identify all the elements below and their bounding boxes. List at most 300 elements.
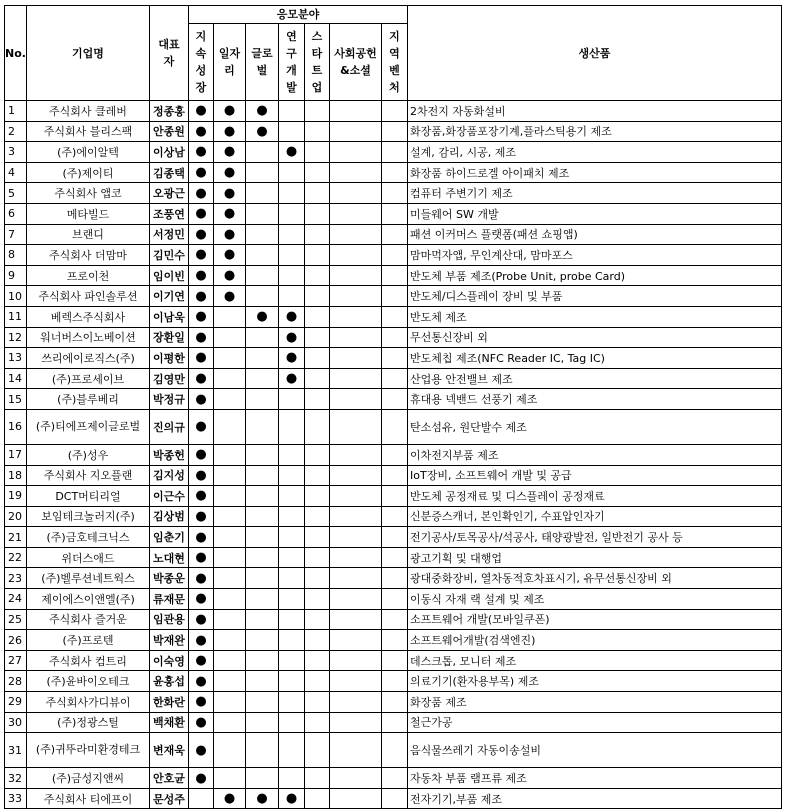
category-mark <box>246 368 279 389</box>
category-mark <box>305 692 330 713</box>
category-mark <box>382 444 408 465</box>
category-mark <box>330 630 382 651</box>
header-field: 응모분야 <box>189 6 408 24</box>
header-category: 지속성장 <box>189 24 214 101</box>
category-mark <box>382 788 408 809</box>
category-mark <box>305 409 330 444</box>
category-mark <box>382 650 408 671</box>
table-row <box>5 203 782 224</box>
category-mark <box>305 245 330 266</box>
category-mark <box>305 788 330 809</box>
table-row <box>5 265 782 286</box>
category-mark <box>330 183 382 204</box>
row-number: 22 <box>5 547 27 568</box>
category-mark <box>305 589 330 610</box>
representative: 정종홍 <box>150 101 189 122</box>
category-mark <box>246 506 279 527</box>
company-name: (주)티에프제이글로벌 <box>27 409 150 444</box>
category-mark <box>279 671 305 692</box>
category-mark: ● <box>189 630 214 651</box>
product: 이차전지부품 제조 <box>408 444 782 465</box>
category-mark <box>305 286 330 307</box>
category-mark: ● <box>189 506 214 527</box>
category-mark <box>330 286 382 307</box>
category-mark <box>330 368 382 389</box>
category-mark <box>214 630 246 651</box>
category-mark: ● <box>189 265 214 286</box>
category-mark <box>246 527 279 548</box>
category-mark <box>279 733 305 768</box>
company-name: 제이에스이앤엘(주) <box>27 589 150 610</box>
category-mark: ● <box>214 101 246 122</box>
row-number: 14 <box>5 368 27 389</box>
category-mark: ● <box>189 527 214 548</box>
category-mark: ● <box>214 142 246 163</box>
company-name: (주)제이티 <box>27 162 150 183</box>
category-mark <box>279 568 305 589</box>
category-mark <box>305 609 330 630</box>
row-number: 19 <box>5 486 27 507</box>
row-number: 20 <box>5 506 27 527</box>
category-mark <box>330 568 382 589</box>
category-mark <box>330 142 382 163</box>
category-mark: ● <box>189 348 214 369</box>
category-mark <box>246 444 279 465</box>
company-name: (주)정광스틸 <box>27 712 150 733</box>
category-mark <box>330 768 382 789</box>
category-mark <box>279 286 305 307</box>
category-mark: ● <box>189 327 214 348</box>
category-mark <box>246 389 279 410</box>
product: 신분증스캐너, 본인확인기, 수표압인자기 <box>408 506 782 527</box>
product: 이동식 자재 랙 설계 및 제조 <box>408 589 782 610</box>
company-name: 베렉스주식회사 <box>27 306 150 327</box>
category-mark <box>330 224 382 245</box>
category-mark: ● <box>189 286 214 307</box>
product: 휴대용 넥밴드 선풍기 제조 <box>408 389 782 410</box>
table-row <box>5 671 782 692</box>
row-number: 32 <box>5 768 27 789</box>
category-mark <box>214 409 246 444</box>
category-mark <box>214 589 246 610</box>
table-row <box>5 788 782 809</box>
category-mark <box>382 121 408 142</box>
category-mark <box>279 712 305 733</box>
category-mark <box>330 486 382 507</box>
representative: 윤홍섭 <box>150 671 189 692</box>
product: 반도체 공정재료 및 디스플레이 공정재료 <box>408 486 782 507</box>
representative: 김영만 <box>150 368 189 389</box>
representative: 이평한 <box>150 348 189 369</box>
category-mark <box>246 224 279 245</box>
category-mark <box>246 671 279 692</box>
company-name: 주식회사 클레버 <box>27 101 150 122</box>
company-name: 쓰리에이로직스(주) <box>27 348 150 369</box>
header-no: No. <box>5 6 27 101</box>
category-mark <box>330 650 382 671</box>
category-mark <box>382 368 408 389</box>
category-mark <box>305 568 330 589</box>
category-mark: ● <box>189 368 214 389</box>
category-mark: ● <box>246 101 279 122</box>
category-mark <box>279 265 305 286</box>
category-mark <box>382 568 408 589</box>
category-mark <box>246 142 279 163</box>
product: 광대중화장비, 열차동적호차표시기, 유무선통신장비 외 <box>408 568 782 589</box>
product: 반도체 부품 제조(Probe Unit, probe Card) <box>408 265 782 286</box>
category-mark: ● <box>246 306 279 327</box>
category-mark: ● <box>214 224 246 245</box>
company-name: 주식회사 티에프이 <box>27 788 150 809</box>
category-mark: ● <box>189 712 214 733</box>
table-row <box>5 630 782 651</box>
category-mark <box>246 630 279 651</box>
company-name: (주)벨루션네트웍스 <box>27 568 150 589</box>
category-mark <box>279 162 305 183</box>
category-mark: ● <box>189 183 214 204</box>
category-mark <box>305 203 330 224</box>
category-mark <box>382 527 408 548</box>
row-number: 18 <box>5 465 27 486</box>
category-mark <box>214 671 246 692</box>
company-name: (주)에이알텍 <box>27 142 150 163</box>
category-mark <box>305 348 330 369</box>
category-mark: ● <box>279 348 305 369</box>
product: 화장품 하이드로겔 아이패치 제조 <box>408 162 782 183</box>
header-category: 스타트업 <box>305 24 330 101</box>
category-mark <box>305 101 330 122</box>
table-row <box>5 650 782 671</box>
category-mark <box>330 327 382 348</box>
category-mark: ● <box>246 788 279 809</box>
category-mark <box>246 162 279 183</box>
table-row <box>5 609 782 630</box>
category-mark: ● <box>279 788 305 809</box>
table-row <box>5 101 782 122</box>
company-name: (주)금성지앤씨 <box>27 768 150 789</box>
category-mark: ● <box>189 547 214 568</box>
company-name: 주식회사가디뷰이 <box>27 692 150 713</box>
product: 탄소섬유, 원단발수 제조 <box>408 409 782 444</box>
category-mark <box>279 465 305 486</box>
category-mark <box>330 265 382 286</box>
category-mark <box>330 712 382 733</box>
header-company: 기업명 <box>27 6 150 101</box>
row-number: 5 <box>5 183 27 204</box>
table-row <box>5 568 782 589</box>
representative: 문성주 <box>150 788 189 809</box>
category-mark: ● <box>189 650 214 671</box>
category-mark <box>214 465 246 486</box>
representative: 서정민 <box>150 224 189 245</box>
row-number: 2 <box>5 121 27 142</box>
product: 전자기기,부품 제조 <box>408 788 782 809</box>
row-number: 28 <box>5 671 27 692</box>
category-mark <box>305 162 330 183</box>
category-mark <box>279 245 305 266</box>
category-mark <box>305 733 330 768</box>
table-row <box>5 768 782 789</box>
representative: 김종택 <box>150 162 189 183</box>
row-number: 8 <box>5 245 27 266</box>
category-mark: ● <box>214 788 246 809</box>
category-mark <box>246 327 279 348</box>
company-name: (주)윤바이오테크 <box>27 671 150 692</box>
category-mark <box>382 768 408 789</box>
product: 맘마먹자앱, 무인계산대, 맘마포스 <box>408 245 782 266</box>
representative: 류재문 <box>150 589 189 610</box>
company-name: (주)블루베리 <box>27 389 150 410</box>
product: 무선통신장비 외 <box>408 327 782 348</box>
category-mark: ● <box>189 692 214 713</box>
category-mark <box>214 348 246 369</box>
table-row <box>5 465 782 486</box>
category-mark: ● <box>214 121 246 142</box>
product: 전기공사/토목공사/석공사, 태양광발전, 일반전기 공사 등 <box>408 527 782 548</box>
representative: 이숙영 <box>150 650 189 671</box>
category-mark: ● <box>246 121 279 142</box>
representative: 임춘기 <box>150 527 189 548</box>
category-mark <box>330 101 382 122</box>
company-name: (주)성우 <box>27 444 150 465</box>
row-number: 12 <box>5 327 27 348</box>
row-number: 33 <box>5 788 27 809</box>
category-mark <box>382 162 408 183</box>
category-mark <box>246 465 279 486</box>
category-mark <box>246 768 279 789</box>
category-mark <box>214 733 246 768</box>
category-mark <box>382 589 408 610</box>
category-mark: ● <box>189 306 214 327</box>
product: 산업용 안전밸브 제조 <box>408 368 782 389</box>
category-mark <box>330 506 382 527</box>
table-row <box>5 348 782 369</box>
company-name: (주)귀뚜라미환경테크 <box>27 733 150 768</box>
category-mark <box>330 733 382 768</box>
company-name: 주식회사 컴트리 <box>27 650 150 671</box>
row-number: 25 <box>5 609 27 630</box>
row-number: 6 <box>5 203 27 224</box>
company-name: 메타빌드 <box>27 203 150 224</box>
category-mark: ● <box>214 162 246 183</box>
company-name: 위더스애드 <box>27 547 150 568</box>
category-mark <box>246 286 279 307</box>
category-mark <box>382 692 408 713</box>
representative: 조풍연 <box>150 203 189 224</box>
category-mark <box>382 142 408 163</box>
category-mark <box>305 224 330 245</box>
category-mark <box>246 183 279 204</box>
header-category: 글로벌 <box>246 24 279 101</box>
product: 설계, 감리, 시공, 제조 <box>408 142 782 163</box>
category-mark <box>214 306 246 327</box>
company-name: 브랜디 <box>27 224 150 245</box>
representative: 이기연 <box>150 286 189 307</box>
representative: 한화란 <box>150 692 189 713</box>
category-mark <box>279 486 305 507</box>
category-mark: ● <box>189 486 214 507</box>
category-mark <box>246 568 279 589</box>
category-mark <box>305 768 330 789</box>
product: 반도체 제조 <box>408 306 782 327</box>
category-mark <box>214 547 246 568</box>
category-mark <box>279 121 305 142</box>
row-number: 31 <box>5 733 27 768</box>
category-mark: ● <box>189 389 214 410</box>
category-mark: ● <box>214 245 246 266</box>
category-mark <box>214 444 246 465</box>
category-mark <box>382 671 408 692</box>
company-name: (주)프로텐 <box>27 630 150 651</box>
category-mark: ● <box>189 465 214 486</box>
category-mark <box>279 101 305 122</box>
header-product: 생산품 <box>408 6 782 101</box>
representative: 이남욱 <box>150 306 189 327</box>
table-row <box>5 286 782 307</box>
category-mark <box>214 568 246 589</box>
company-name: 주식회사 즐거운 <box>27 609 150 630</box>
product: IoT장비, 소프트웨어 개발 및 공급 <box>408 465 782 486</box>
category-mark <box>214 609 246 630</box>
row-number: 30 <box>5 712 27 733</box>
category-mark <box>305 527 330 548</box>
category-mark <box>279 630 305 651</box>
category-mark <box>305 306 330 327</box>
category-mark <box>214 527 246 548</box>
category-mark <box>214 486 246 507</box>
row-number: 7 <box>5 224 27 245</box>
category-mark <box>305 630 330 651</box>
company-name: 프로이천 <box>27 265 150 286</box>
company-name: 주식회사 블리스팩 <box>27 121 150 142</box>
category-mark: ● <box>279 306 305 327</box>
category-mark: ● <box>214 203 246 224</box>
company-name: 보임테크놀러지(주) <box>27 506 150 527</box>
representative: 박종헌 <box>150 444 189 465</box>
company-name: DCT머티리얼 <box>27 486 150 507</box>
category-mark <box>246 409 279 444</box>
category-mark: ● <box>214 183 246 204</box>
representative: 장환일 <box>150 327 189 348</box>
category-mark <box>305 671 330 692</box>
category-mark <box>246 245 279 266</box>
row-number: 15 <box>5 389 27 410</box>
category-mark <box>330 245 382 266</box>
representative: 김상범 <box>150 506 189 527</box>
category-mark <box>246 348 279 369</box>
product: 화장품 제조 <box>408 692 782 713</box>
category-mark <box>330 527 382 548</box>
category-mark <box>382 286 408 307</box>
representative: 박재완 <box>150 630 189 651</box>
category-mark <box>382 101 408 122</box>
category-mark <box>382 547 408 568</box>
category-mark: ● <box>189 444 214 465</box>
representative: 안호균 <box>150 768 189 789</box>
category-mark <box>279 768 305 789</box>
category-mark <box>214 368 246 389</box>
table-row <box>5 368 782 389</box>
table-row <box>5 389 782 410</box>
category-mark <box>330 348 382 369</box>
product: 화장품,화장품포장기계,플라스틱용기 제조 <box>408 121 782 142</box>
category-mark <box>305 121 330 142</box>
category-mark <box>382 389 408 410</box>
row-number: 13 <box>5 348 27 369</box>
product: 반도체/디스플레이 장비 및 부품 <box>408 286 782 307</box>
header-category: 일자리 <box>214 24 246 101</box>
representative: 오광근 <box>150 183 189 204</box>
category-mark <box>246 589 279 610</box>
category-mark <box>279 224 305 245</box>
category-mark <box>279 650 305 671</box>
representative: 이근수 <box>150 486 189 507</box>
table-row <box>5 142 782 163</box>
row-number: 16 <box>5 409 27 444</box>
company-name: (주)금호테크닉스 <box>27 527 150 548</box>
product: 자동차 부품 램프류 제조 <box>408 768 782 789</box>
category-mark <box>330 389 382 410</box>
category-mark <box>279 183 305 204</box>
table-row <box>5 306 782 327</box>
company-name: 워너버스이노베이션 <box>27 327 150 348</box>
category-mark <box>382 712 408 733</box>
category-mark <box>382 465 408 486</box>
category-mark <box>214 692 246 713</box>
category-mark <box>382 506 408 527</box>
category-mark <box>305 465 330 486</box>
category-mark <box>279 609 305 630</box>
row-number: 23 <box>5 568 27 589</box>
category-mark: ● <box>279 327 305 348</box>
representative: 백채환 <box>150 712 189 733</box>
category-mark <box>382 183 408 204</box>
category-mark <box>279 389 305 410</box>
category-mark <box>279 444 305 465</box>
table-row <box>5 527 782 548</box>
product: 소프트웨어개발(검색엔진) <box>408 630 782 651</box>
category-mark: ● <box>189 142 214 163</box>
row-number: 3 <box>5 142 27 163</box>
category-mark <box>330 444 382 465</box>
category-mark <box>246 650 279 671</box>
representative: 임이빈 <box>150 265 189 286</box>
category-mark <box>189 788 214 809</box>
category-mark: ● <box>214 286 246 307</box>
table-row <box>5 327 782 348</box>
category-mark <box>279 506 305 527</box>
representative: 변재욱 <box>150 733 189 768</box>
category-mark <box>279 692 305 713</box>
category-mark <box>330 121 382 142</box>
category-mark <box>305 183 330 204</box>
category-mark <box>330 609 382 630</box>
category-mark <box>214 327 246 348</box>
category-mark <box>305 142 330 163</box>
category-mark: ● <box>189 768 214 789</box>
category-mark <box>382 306 408 327</box>
category-mark <box>305 547 330 568</box>
header-category: 지역벤처 <box>382 24 408 101</box>
table-row <box>5 183 782 204</box>
category-mark <box>246 609 279 630</box>
table-row <box>5 121 782 142</box>
representative: 안종원 <box>150 121 189 142</box>
table-row <box>5 547 782 568</box>
row-number: 1 <box>5 101 27 122</box>
header-rep: 대표자 <box>150 6 189 101</box>
row-number: 10 <box>5 286 27 307</box>
